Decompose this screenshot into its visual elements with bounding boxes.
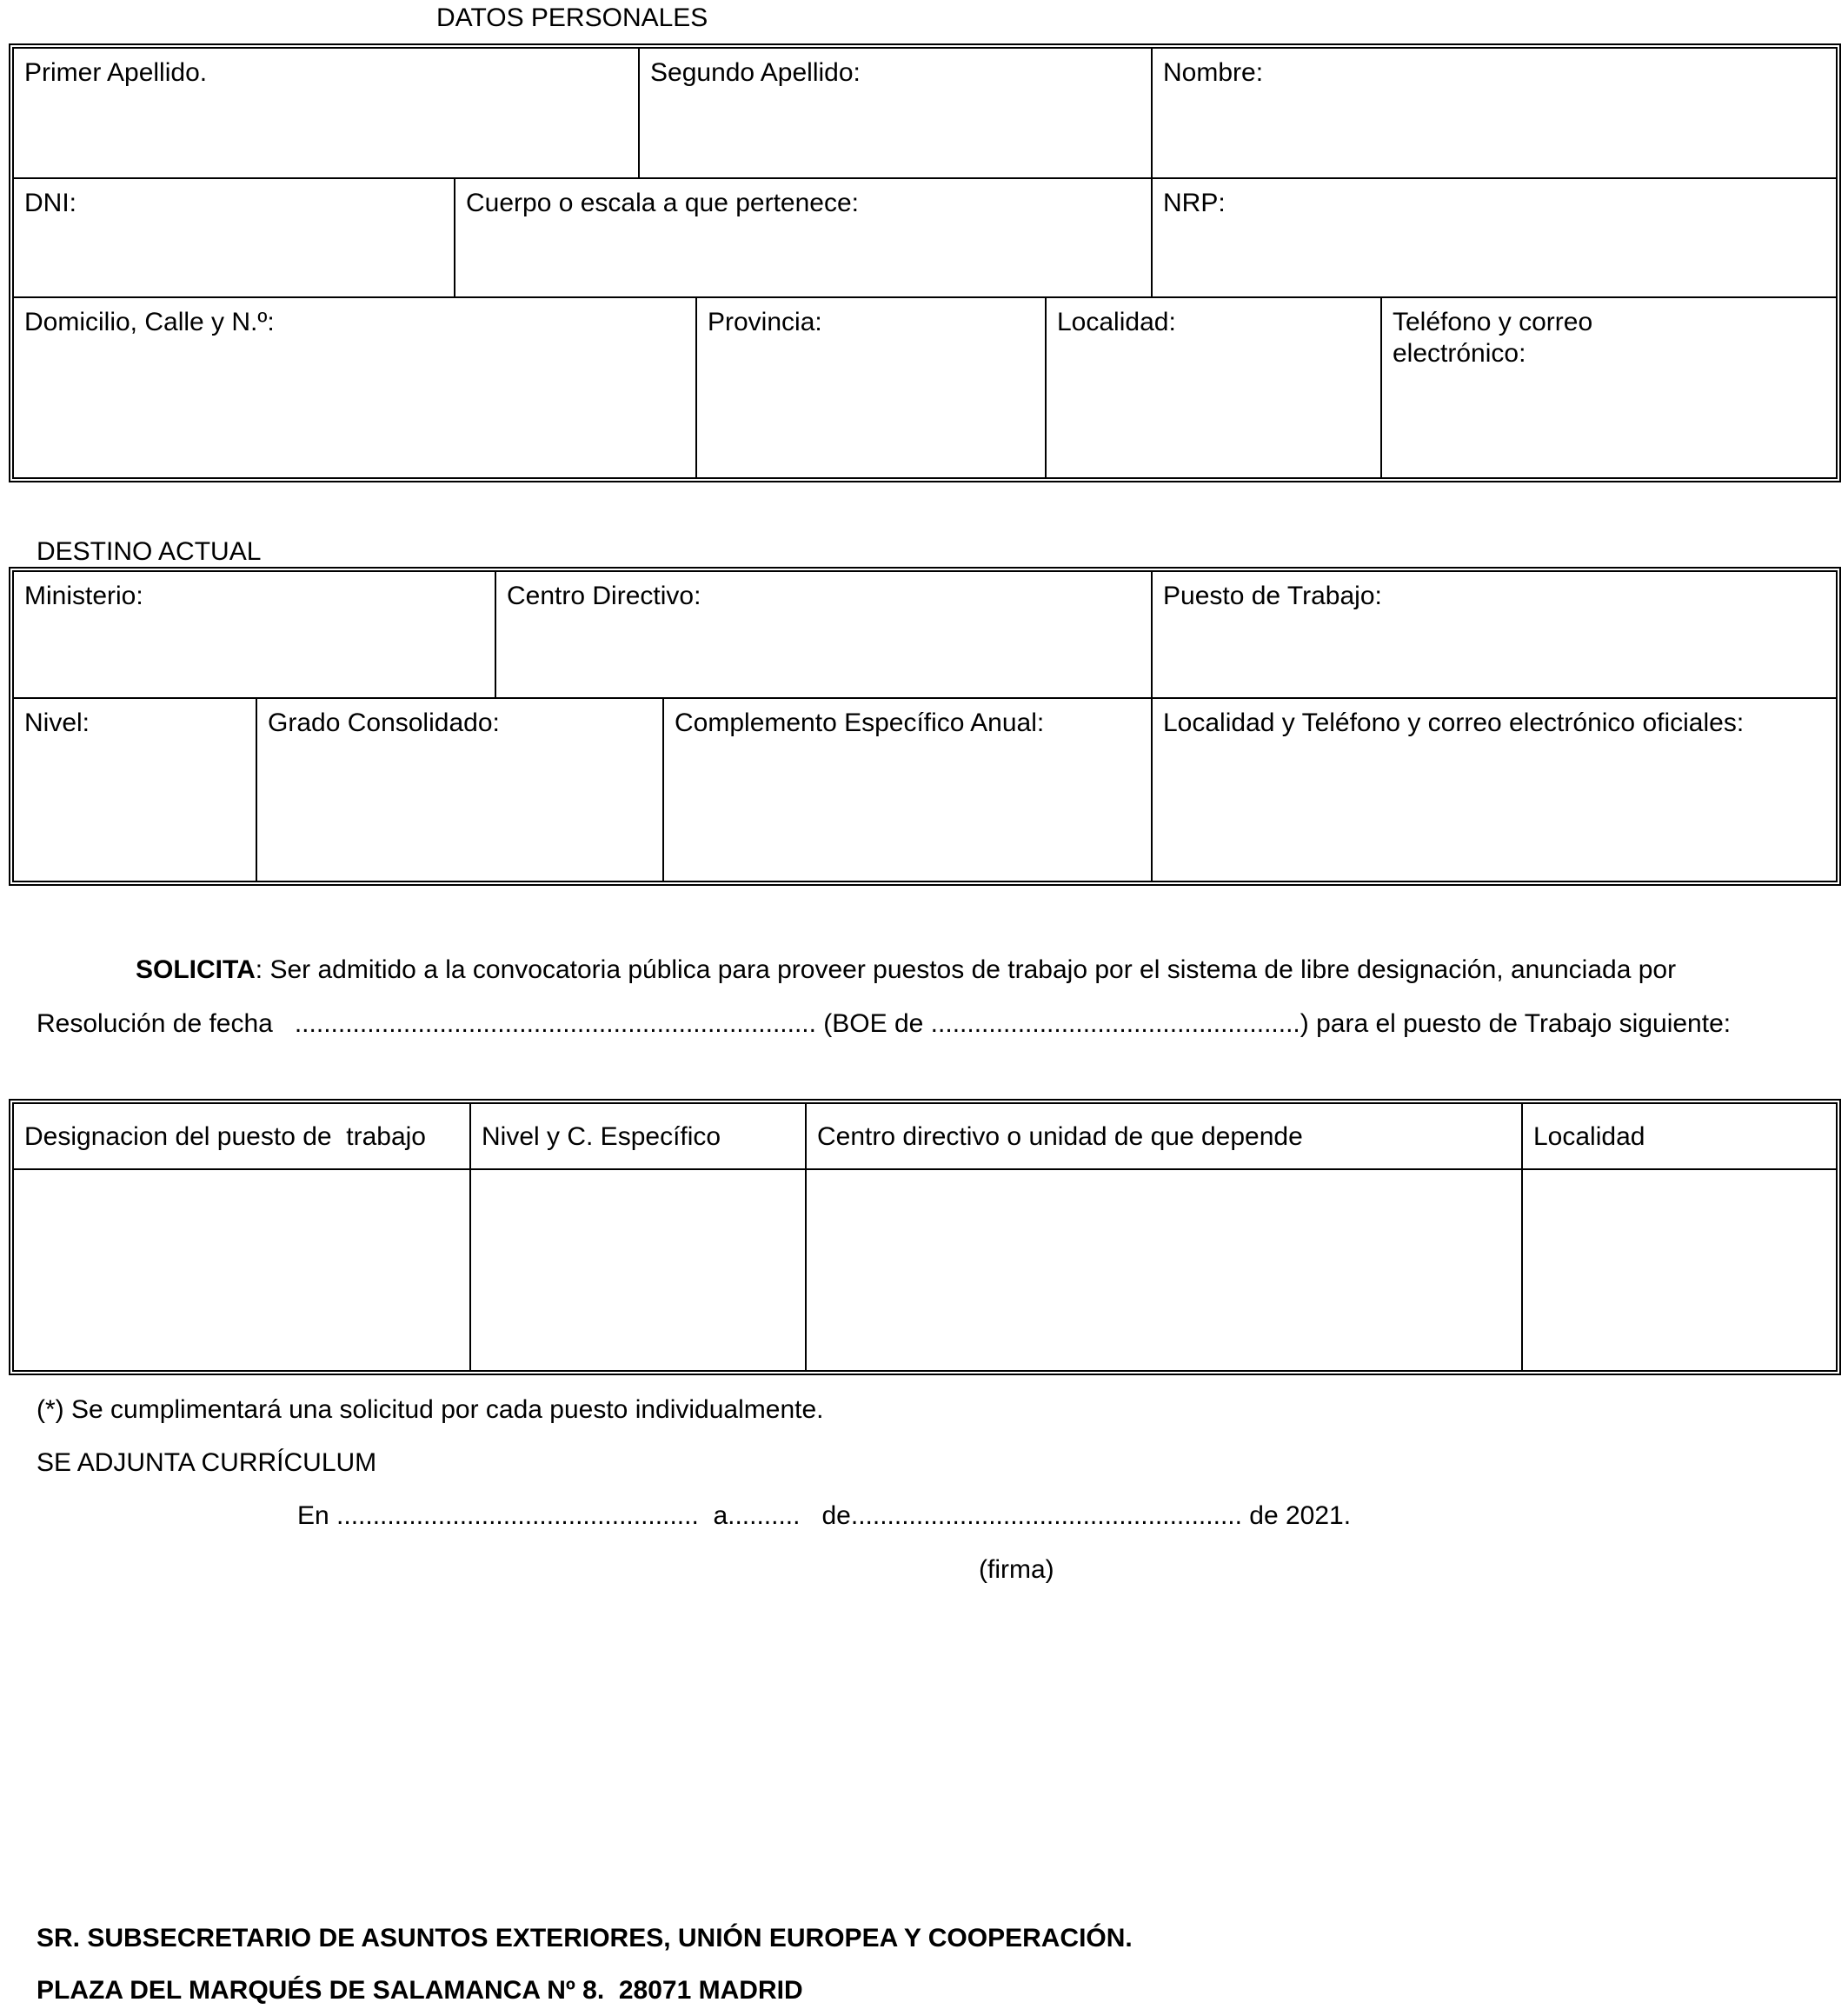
label-localidad-telefono-oficiales: Localidad y Teléfono y correo electrónico oficiales:	[1163, 708, 1745, 737]
header-centro-directivo	[807, 1104, 1523, 1168]
solicita-line-1	[136, 955, 1676, 986]
header-localidad-label: Localidad	[1533, 1122, 1645, 1151]
label-nrp: NRP:	[1163, 189, 1226, 217]
cell-localidad-telefono-oficiales[interactable]	[1153, 699, 1836, 881]
label-nivel: Nivel:	[24, 708, 90, 737]
label-grado-consolidado: Grado Consolidado:	[268, 708, 500, 737]
puesto-table-entry-row	[14, 1168, 1836, 1370]
header-designacion-label: Designacion del puesto de trabajo	[24, 1122, 426, 1151]
puesto-trabajo-table	[9, 1099, 1841, 1375]
input-localidad[interactable]	[1523, 1170, 1836, 1370]
se-adjunta-curriculum: SE ADJUNTA CURRÍCULUM	[37, 1448, 377, 1477]
label-localidad: Localidad:	[1057, 308, 1176, 336]
solicita-text: : Ser admitido a la convocatoria pública para proveer puestos de trabajo por el sistema de libre designación, anunciada por	[255, 955, 1677, 984]
addressee-line-2: PLAZA DEL MARQUÉS DE SALAMANCA Nº 8. 28071 MADRID	[37, 1976, 803, 2005]
cell-provincia[interactable]	[697, 298, 1047, 477]
label-primer-apellido: Primer Apellido.	[24, 58, 208, 87]
solicita-line-2: Resolución de fecha ........................................................................ (BOE de ...................................................) para el puesto de Trabajo siguiente:	[37, 1009, 1732, 1038]
cell-puesto-trabajo[interactable]	[1153, 572, 1836, 697]
datos-personales-table	[9, 43, 1841, 482]
header-nivel-especifico-label: Nivel y C. Específico	[482, 1122, 721, 1151]
header-centro-directivo-label: Centro directivo o unidad de que depende	[817, 1122, 1303, 1151]
label-segundo-apellido: Segundo Apellido:	[650, 58, 861, 87]
destino-actual-title: DESTINO ACTUAL	[37, 537, 262, 566]
footnote: (*) Se cumplimentará una solicitud por cada puesto individualmente.	[37, 1395, 824, 1424]
cell-dni[interactable]	[14, 179, 455, 298]
puesto-table-header-row	[14, 1104, 1836, 1168]
label-complemento-especifico: Complemento Específico Anual:	[675, 708, 1045, 737]
label-nombre: Nombre:	[1163, 58, 1264, 87]
addressee-line-1: SR. SUBSECRETARIO DE ASUNTOS EXTERIORES, UNIÓN EUROPEA Y COOPERACIÓN.	[37, 1924, 1133, 1952]
cell-domicilio[interactable]	[14, 298, 697, 477]
label-provincia: Provincia:	[708, 308, 822, 336]
datos-personales-title: DATOS PERSONALES	[436, 3, 708, 32]
header-nivel-especifico	[471, 1104, 807, 1168]
cell-nombre[interactable]	[1153, 49, 1836, 177]
cell-ministerio[interactable]	[14, 572, 496, 697]
destino-actual-row-1	[14, 572, 1836, 697]
label-cuerpo-escala: Cuerpo o escala a que pertenece:	[466, 189, 859, 217]
destino-actual-row-2	[14, 697, 1836, 881]
cell-primer-apellido[interactable]	[14, 49, 640, 177]
label-ministerio: Ministerio:	[24, 582, 143, 610]
label-centro-directivo: Centro Directivo:	[507, 582, 701, 610]
header-localidad	[1523, 1104, 1836, 1168]
input-nivel-especifico[interactable]	[471, 1170, 807, 1370]
input-centro-directivo[interactable]	[807, 1170, 1523, 1370]
input-designacion[interactable]	[14, 1170, 471, 1370]
datos-personales-row-3	[14, 296, 1836, 477]
cell-complemento-especifico[interactable]	[664, 699, 1153, 881]
datos-personales-row-1	[14, 49, 1836, 177]
cell-segundo-apellido[interactable]	[640, 49, 1153, 177]
header-designacion	[14, 1104, 471, 1168]
cell-localidad[interactable]	[1047, 298, 1382, 477]
date-line: En .................................................. a.......... de...................................................... de 2021.	[297, 1501, 1352, 1530]
cell-centro-directivo[interactable]	[496, 572, 1153, 697]
cell-grado-consolidado[interactable]	[257, 699, 664, 881]
label-telefono-correo: Teléfono y correo electrónico:	[1393, 308, 1593, 368]
cell-telefono-correo[interactable]	[1382, 298, 1836, 477]
firma-label: (firma)	[979, 1555, 1054, 1584]
cell-cuerpo-escala[interactable]	[455, 179, 1153, 298]
cell-nrp[interactable]	[1153, 179, 1836, 298]
label-dni: DNI:	[24, 189, 76, 217]
label-puesto-trabajo: Puesto de Trabajo:	[1163, 582, 1382, 610]
solicita-label: SOLICITA	[136, 955, 256, 984]
destino-actual-table	[9, 567, 1841, 886]
label-domicilio: Domicilio, Calle y N.º:	[24, 308, 275, 336]
cell-nivel[interactable]	[14, 699, 257, 881]
datos-personales-row-2	[14, 177, 1836, 298]
